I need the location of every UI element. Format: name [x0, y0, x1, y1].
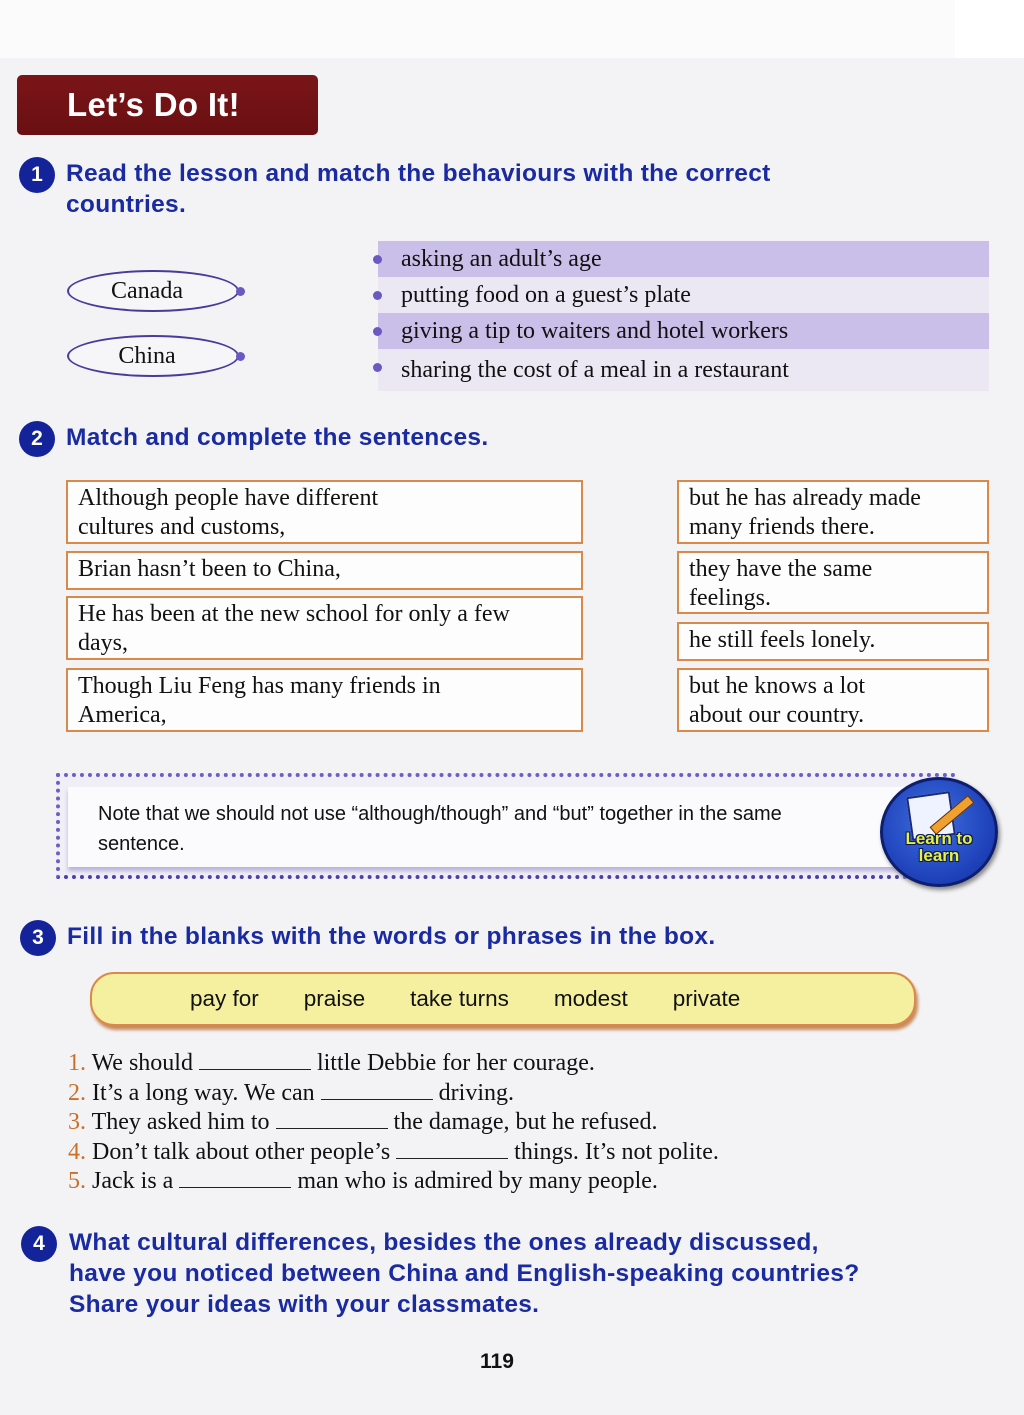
exercise-3-instruction: Fill in the blanks with the words or phrases in the box. [67, 923, 716, 950]
sentence-start-box[interactable]: Although people have different cultures and customs, [66, 480, 583, 544]
match-dot-canada[interactable] [236, 287, 245, 296]
learn-to-learn-note [56, 773, 956, 879]
behaviour-item[interactable] [378, 349, 989, 391]
behaviour-item[interactable] [378, 277, 989, 313]
exercise-1-number: 1 [19, 157, 55, 193]
sentence-number: 1. [68, 1050, 86, 1076]
word-option[interactable]: praise [303, 986, 366, 1011]
instruction-line: Share your ideas with your classmates. [69, 1291, 540, 1318]
bullet-dot-icon [373, 291, 382, 300]
sentence-start-box[interactable]: He has been at the new school for only a few days, [66, 596, 583, 660]
sentence-end-box[interactable]: but he has already made many friends there. [677, 480, 989, 544]
fill-sentence [68, 1108, 719, 1138]
sentence-after: driving. [438, 1079, 514, 1106]
sentence-end-box[interactable]: he still feels lonely. [677, 622, 989, 661]
behaviour-text: giving a tip to waiters and hotel workers [401, 317, 789, 344]
exercise-3-number: 3 [20, 920, 56, 956]
blank-input[interactable] [199, 1051, 311, 1070]
banner-title: Let’s Do It! [67, 86, 240, 123]
exercise-1-instruction: Read the lesson and match the behaviours with the correct countries. [66, 160, 771, 218]
behaviour-item[interactable] [378, 241, 989, 277]
section-banner [17, 75, 318, 135]
sentence-number: 5. [68, 1168, 86, 1194]
blank-input[interactable] [396, 1140, 508, 1159]
fill-in-sentences [68, 1049, 719, 1197]
blank-input[interactable] [179, 1169, 291, 1188]
behaviour-text: sharing the cost of a meal in a restaurant [401, 356, 789, 383]
sentence-before: We should [91, 1050, 193, 1076]
page-top-margin [0, 0, 955, 58]
country-label: Canada [111, 277, 183, 304]
learn-to-learn-badge [880, 777, 998, 887]
sentence-start-box[interactable]: Brian hasn’t been to China, [66, 551, 583, 590]
word-option[interactable]: modest [553, 986, 628, 1011]
exercise-2-number: 2 [19, 421, 55, 457]
country-label: China [118, 342, 176, 369]
sentence-before: Don’t talk about other people’s [92, 1138, 391, 1165]
sentence-after: things. It’s not polite. [514, 1138, 719, 1165]
sentence-end-box[interactable]: they have the same feelings. [677, 551, 989, 614]
word-option[interactable]: take turns [410, 986, 509, 1011]
exercise-4-number: 4 [21, 1226, 57, 1262]
country-option-canada[interactable] [67, 270, 239, 312]
note-text: Note that we should not use “although/though” and “but” together in the same sentence. [98, 803, 782, 855]
fill-sentence [68, 1138, 719, 1168]
fill-sentence [68, 1167, 719, 1197]
bullet-dot-icon [373, 327, 382, 336]
instruction-line: have you noticed between China and English-speaking countries? [69, 1260, 860, 1287]
sentence-after: man who is admired by many people. [297, 1168, 658, 1194]
behaviour-text: putting food on a guest’s plate [401, 281, 691, 308]
fill-sentence [68, 1079, 719, 1109]
sentence-number: 2. [68, 1079, 86, 1106]
sentence-before: Jack is a [92, 1168, 174, 1194]
sentence-after: the damage, but he refused. [393, 1109, 658, 1135]
bullet-dot-icon [373, 363, 382, 372]
exercise-4-instruction [69, 1227, 859, 1320]
match-dot-china[interactable] [236, 352, 245, 361]
sentence-number: 4. [68, 1138, 86, 1165]
badge-label: Learn to learn [905, 829, 973, 865]
sentence-before: It’s a long way. We can [92, 1079, 315, 1106]
instruction-line: What cultural differences, besides the ones already discussed, [69, 1229, 819, 1256]
word-box [90, 972, 916, 1026]
blank-input[interactable] [321, 1081, 433, 1100]
behaviour-text: asking an adult’s age [401, 245, 602, 272]
sentence-start-box[interactable]: Though Liu Feng has many friends in America, [66, 668, 583, 732]
word-option[interactable]: pay for [190, 986, 259, 1011]
word-option[interactable]: private [672, 986, 741, 1011]
sentence-end-box[interactable]: but he knows a lot about our country. [677, 668, 989, 732]
behaviour-list [378, 241, 989, 391]
sentence-number: 3. [68, 1109, 86, 1135]
country-option-china[interactable] [67, 335, 239, 377]
behaviour-item[interactable] [378, 313, 989, 349]
sentence-before: They asked him to [91, 1109, 270, 1135]
page-top-margin-right [955, 0, 1024, 58]
fill-sentence [68, 1049, 719, 1079]
page-number: 119 [480, 1350, 514, 1373]
bullet-dot-icon [373, 255, 382, 264]
blank-input[interactable] [276, 1110, 388, 1129]
sentence-after: little Debbie for her courage. [316, 1050, 595, 1076]
exercise-2-instruction: Match and complete the sentences. [66, 424, 489, 451]
